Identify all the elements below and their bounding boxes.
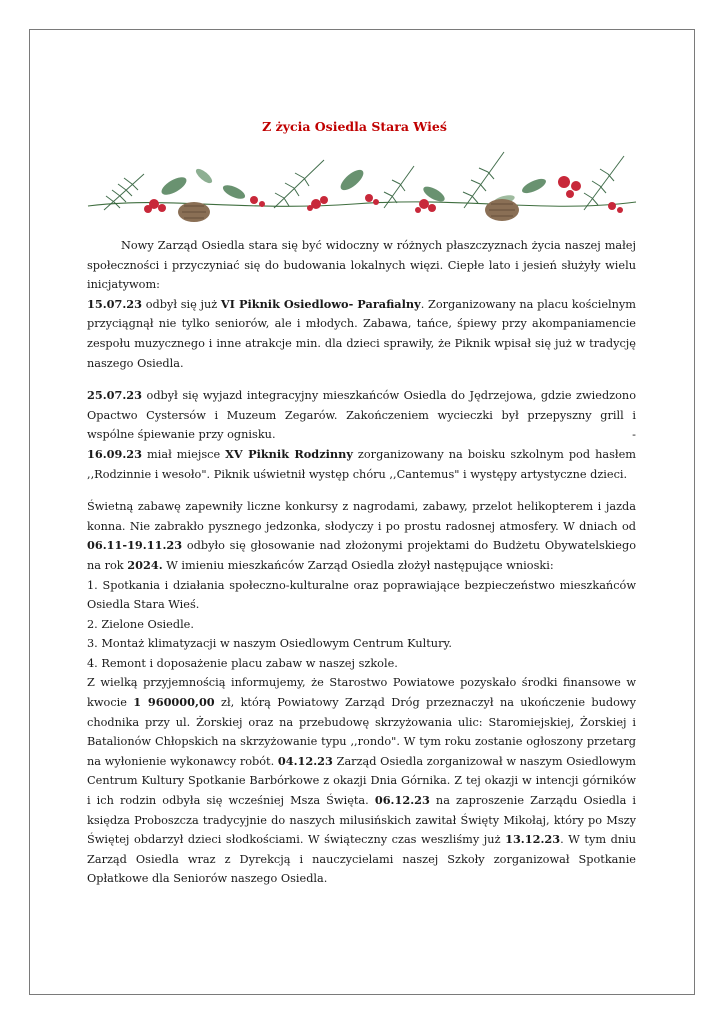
date: 16.09.23	[87, 446, 143, 461]
date: 15.07.23	[87, 296, 143, 311]
amount: 1 960000,00	[133, 695, 215, 710]
christmas-garland-illustration	[84, 146, 640, 228]
intro-paragraph: Nowy Zarząd Osiedla stara się być widoczny w różnych płaszczyznach życia naszej małej społeczności i przyczyniać się do budowania lokalnych więzi. Ciepłe lato i jesień służyły wielu inicjatywom:	[87, 239, 636, 292]
paragraph-wyjazd: 25.07.23 odbył się wyjazd integracyjny mieszkańców Osiedla do Jędrzejowa, gdzie zwiedzono Opactwo Cystersów i Muzeum Zegarów. Zakończeniem wycieczki był przepyszny grill i wspólne śpiewanie przy ognisku. -	[87, 386, 636, 445]
list-item: 3. Montaż klimatyzacji w naszym Osiedlowym Centrum Kultury.	[87, 637, 452, 651]
list-item: 4. Remont i doposażenie placu zabaw w naszej szkole.	[87, 656, 398, 670]
year: 2024.	[127, 557, 163, 572]
paragraph-konkursy: Świetną zabawę zapewniły liczne konkursy z nagrodami, zabawy, przelot helikopterem i jazda konna. Nie zabrakło pysznego jedzonka, słodyczy i po prostu radosnej atmosfery. W dniach od 06.11-19.11.23 odbyło się głosowanie nad złożonymi projektami do Budżetu Obywatelskiego na rok 2024. W imieniu mieszkańców Zarząd Osiedla złożył następujące wnioski:	[87, 500, 636, 572]
paragraph-piknik-parafialny: 15.07.23 odbył się już VI Piknik Osiedlowo- Parafialny. Zorganizowany na placu kościelnym przyciągnął nie tylko seniorów, ale i młodych. Zabawa, tańce, śpiewy przy akompaniamencie zespołu muzycznego i inne atrakcje min. dla dzieci sprawiły, że Piknik wpisał się już w tradycję naszego Osiedla.	[87, 296, 636, 370]
date: 13.12.23	[505, 832, 561, 847]
date: 25.07.23	[87, 388, 143, 403]
event-name: VI Piknik Osiedlowo- Parafialny	[220, 296, 421, 311]
paragraph-finanse: Z wielką przyjemnością informujemy, że Starostwo Powiatowe pozyskało środki finansowe w kwocie 1 960000,00 zł, którą Powiatowy Zarząd Dróg przeznaczył na ukończenie budowy chodnika przy ul. Żorskiej oraz na przebudowę skrzyżowania ulic: Staromiejskiej, Żorskiej i Batalionów Chłopskich na skrzyżowanie typu ,,rondo". W tym roku zostanie ogłoszony przetarg na wyłonienie wykonawcy robót. 04.12.23 Zarząd Osiedla zorganizował w naszym Osiedlowym Centrum Kultury Spotkanie Barbórkowe z okazji Dnia Górnika. Z tej okazji w intencji górników i ich rodzin odbyła się wcześniej Msza Święta. 06.12.23 na zaproszenie Zarządu Osiedla i księdza Proboszcza tradycyjnie do naszych milusińskich zawitał Święty Mikołaj, który po Mszy Świętej obdarzył dzieci słodkościami. W świąteczny czas weszliśmy już 13.12.23. W tym dniu Zarząd Osiedla wraz z Dyrekcją i nauczycielami naszej Szkoły zorganizował Spotkanie Opłatkowe dla Seniorów naszego Osiedla.	[87, 676, 637, 886]
date-range: 06.11-19.11.23	[87, 538, 183, 553]
dash: -	[632, 428, 636, 442]
paragraph-piknik-rodzinny: 16.09.23 miał miejsce XV Piknik Rodzinny zorganizowany na boisku szkolnym pod hasłem ,,Rodzinnie i wesoło". Piknik uświetnił występ chóru ,,Cantemus" i występy artystyczne dzieci.	[87, 446, 636, 481]
list-item: 2. Zielone Osiedle.	[87, 617, 194, 631]
date: 06.12.23	[374, 793, 430, 808]
page-title: Z życia Osiedla Stara Wieś	[262, 119, 447, 134]
date: 04.12.23	[277, 753, 333, 768]
list-item: 1. Spotkania i działania społeczno-kulturalne oraz poprawiające bezpieczeństwo mieszkańców Osiedla Stara Wieś.	[87, 578, 636, 612]
event-name: XV Piknik Rodzinny	[225, 446, 353, 461]
article-body	[87, 236, 636, 889]
